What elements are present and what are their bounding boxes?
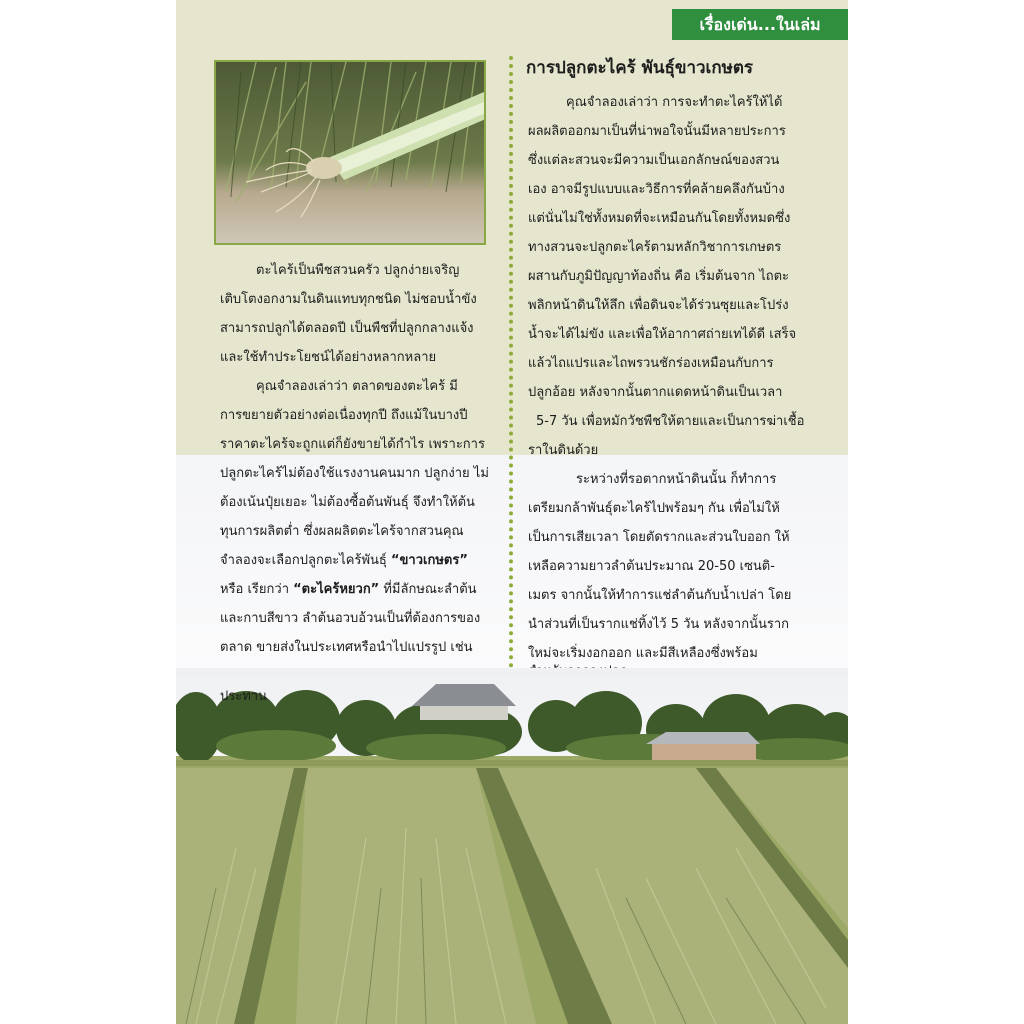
lemongrass-closeup-illustration: [216, 62, 486, 245]
text-line: น้ำจะได้ไม่ขัง และเพื่อให้อากาศถ่ายเทได้ดี เสร็จ: [528, 327, 797, 342]
text-line: แล้วไถแปรและไถพรวนชักร่องเหมือนกับการ: [528, 356, 774, 371]
text-line: ระหว่างที่รอตากหน้าดินนั้น ก็ทำการ: [576, 472, 777, 487]
text-line: ราคาตะไคร้จะถูกแต่ก็ยังขายได้กำไร เพราะการ: [220, 437, 485, 452]
variety-nickname: “ตะไคร้หยวก”: [293, 582, 380, 597]
text-line: ซึ่งแต่ละสวนจะมีความเป็นเอกลักษณ์ของสวน: [528, 153, 780, 168]
text-line: แต่นั่นไม่ใช่ทั้งหมดที่จะเหมือนกันโดยทั้งหมดซึ่ง: [528, 211, 791, 226]
text-line: ผลผลิตออกมาเป็นที่น่าพอใจนั้นมีหลายประการ: [528, 124, 786, 139]
lemongrass-field-photo: [176, 668, 848, 1024]
text-line: และกาบสีขาว ลำต้นอวบอ้วนเป็นที่ต้องการของ: [220, 611, 481, 626]
text-line: คุณจำลองเล่าว่า ตลาดของตะไคร้ มี: [256, 379, 458, 394]
text-line: [220, 552, 468, 570]
text-line: ตลาด ขายส่งในประเทศหรือนำไปแปรรูป เช่น: [220, 640, 473, 655]
text-line: ใหม่จะเริ่มงอกออก และมีสีเหลืองซึ่งพร้อม: [528, 646, 758, 661]
text-line: คุณจำลองเล่าว่า การจะทำตะไคร้ให้ได้: [566, 95, 783, 110]
variety-name: “ขาวเกษตร”: [390, 553, 468, 568]
text-line: ตะไคร้เป็นพืชสวนครัว ปลูกง่ายเจริญ: [256, 263, 460, 278]
text-line: ทางสวนจะปลูกตะไคร้ตามหลักวิชาการเกษตร: [528, 240, 782, 255]
text-line: ทุนการผลิตต่ำ ซึ่งผลผลิตตะไคร้จากสวนคุณ: [220, 524, 464, 539]
text-line: ราในดินด้วย: [528, 443, 599, 458]
text-line: ปลูกตะไคร้ไม่ต้องใช้แรงงานคนมาก ปลูกง่าย ไม่: [220, 466, 489, 481]
text-line: ต้องเน้นปุ๋ยเยอะ ไม่ต้องซื้อต้นพันธุ์ จึงทำให้ต้น: [220, 495, 475, 510]
text-segment: จำลองจะเลือกปลูกตะไคร้พันธุ์: [220, 553, 391, 568]
text-line: เหลือความยาวลำต้นประมาณ 20-50 เซนติ-: [528, 559, 775, 574]
lemongrass-closeup-photo: [214, 60, 486, 245]
text-line: นำส่วนที่เป็นรากแช่ทิ้งไว้ 5 วัน หลังจากนั้นราก: [528, 617, 790, 632]
text-segment: ที่มีลักษณะลำต้น: [379, 582, 477, 597]
text-line: และใช้ทำประโยชน์ได้อย่างหลากหลาย: [220, 350, 437, 365]
text-line: ประทาน: [220, 689, 267, 704]
text-segment: หรือ เรียกว่า: [220, 582, 294, 597]
text-line: การขยายตัวอย่างต่อเนื่องทุกปี ถึงแม้ในบางปี: [220, 408, 468, 423]
column-divider-dots: [509, 56, 513, 668]
text-line: ปลูกอ้อย หลังจากนั้นตากแดดหน้าดินเป็นเวลา: [528, 385, 783, 400]
article-heading: การปลูกตะไคร้ พันธุ์ขาวเกษตร: [526, 58, 754, 78]
section-tag: เรื่องเด่น...ในเล่ม: [672, 9, 848, 40]
text-line: ผสานกับภูมิปัญญาท้องถิ่น คือ เริ่มต้นจาก ไถตะ: [528, 269, 790, 284]
text-line: สามารถปลูกได้ตลอดปี เป็นพืชที่ปลูกกลางแจ้ง: [220, 321, 474, 336]
text-line: เติบโตงอกงามในดินแทบทุกชนิด ไม่ชอบน้ำขัง: [220, 292, 477, 307]
text-line: เอง อาจมีรูปแบบและวิธีการที่คล้ายคลึงกันบ้าง: [528, 182, 785, 197]
lemongrass-field-illustration: [176, 668, 848, 1024]
text-line: [220, 581, 477, 599]
text-line: เมตร จากนั้นให้ทำการแช่ลำต้นกับน้ำเปล่า โดย: [528, 588, 792, 603]
magazine-page: [176, 0, 848, 1024]
text-line: เป็นการเสียเวลา โดยตัดรากและส่วนใบออก ให้: [528, 530, 790, 545]
text-line: 5-7 วัน เพื่อหมักวัชพืชให้ตายและเป็นการฆ่าเชื้อ: [536, 414, 805, 429]
text-line: เตรียมกล้าพันธุ์ตะไคร้ไปพร้อมๆ กัน เพื่อไม่ให้: [528, 501, 780, 516]
text-line: พลิกหน้าดินให้ลึก เพื่อดินจะได้ร่วนซุยและโปร่ง: [528, 298, 789, 313]
